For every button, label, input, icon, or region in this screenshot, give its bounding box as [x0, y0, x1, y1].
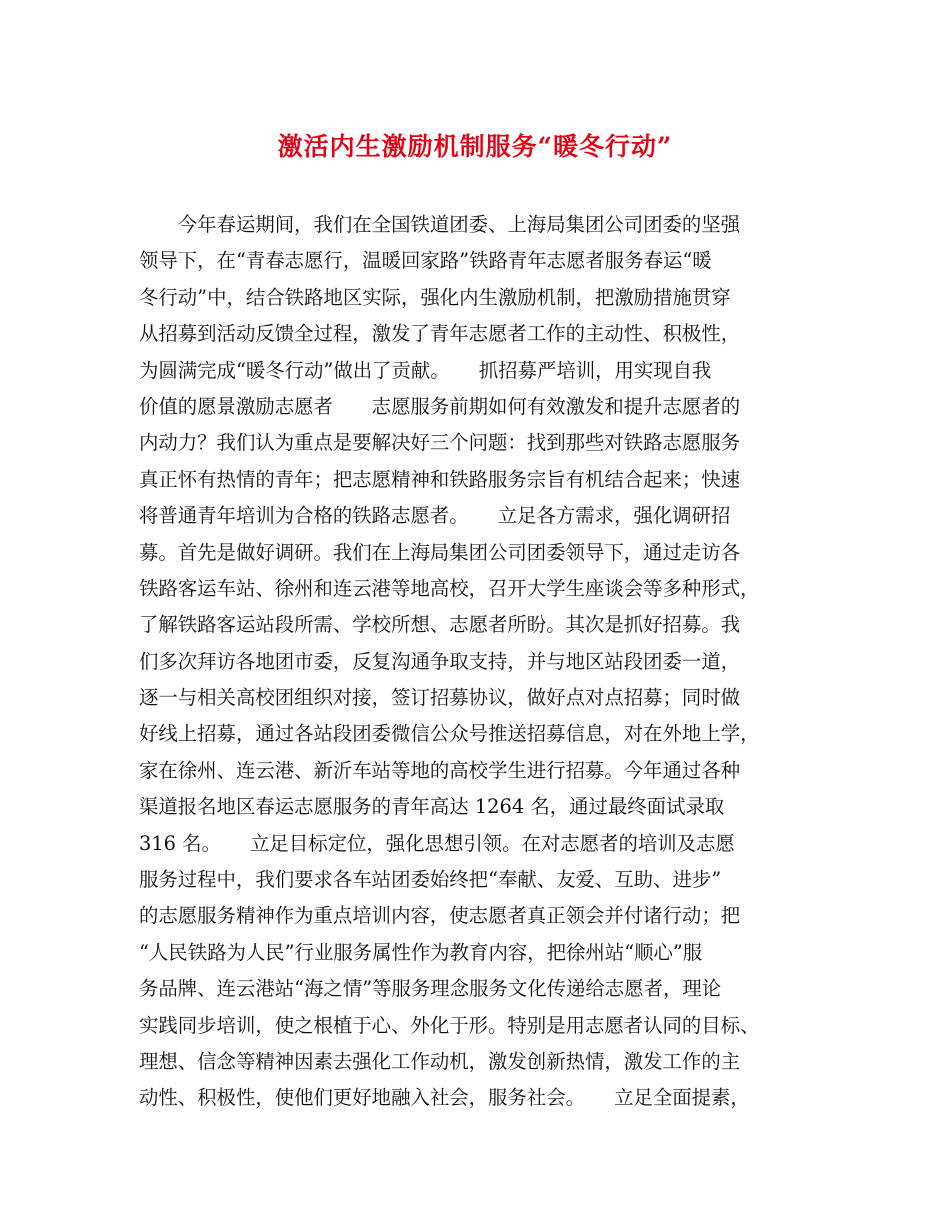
body-line: 冬行动”中，结合铁路地区实际，强化内生激励机制，把激励措施贯穿 [139, 285, 731, 309]
document-body [139, 207, 839, 1117]
body-line: 316 名。 立足目标定位，强化思想引领。在对志愿者的培训及志愿 [139, 831, 735, 855]
body-line: 家在徐州、连云港、新沂车站等地的高校学生进行招募。今年通过各种 [139, 758, 741, 782]
body-line: “人民铁路为人民”行业服务属性作为教育内容，把徐州站“顺心”服 [139, 940, 703, 964]
body-line: 领导下，在“青春志愿行，温暖回家路”铁路青年志愿者服务春运“暖 [139, 249, 712, 273]
body-line: 好线上招募，通过各站段团委微信公众号推送招募信息，对在外地上学， [139, 722, 760, 746]
body-line: 逐一与相关高校团组织对接，签订招募协议，做好点对点招募；同时做 [139, 686, 741, 710]
body-line: 从招募到活动反馈全过程，激发了青年志愿者工作的主动性、积极性， [139, 322, 741, 346]
body-line: 将普通青年培训为合格的铁路志愿者。 立足各方需求，强化调研招 [139, 504, 731, 528]
body-line: 铁路客运车站、徐州和连云港等地高校，召开大学生座谈会等多种形式， [139, 576, 760, 600]
body-line: 今年春运期间，我们在全国铁道团委、上海局集团公司团委的坚强 [139, 213, 741, 236]
body-line: 服务过程中，我们要求各车站团委始终把“奉献、友爱、互助、进步” [139, 868, 722, 892]
body-line: 理想、信念等精神因素去强化工作动机，激发创新热情，激发工作的主 [139, 1049, 741, 1073]
body-line: 务品牌、连云港站“海之情”等服务理念服务文化传递给志愿者，理论 [139, 977, 722, 1001]
body-line: 了解铁路客运站段所需、学校所想、志愿者所盼。其次是抓好招募。我 [139, 613, 741, 637]
body-line: 为圆满完成“暖冬行动”做出了贡献。 抓招募严培训，用实现自我 [139, 358, 712, 382]
body-line: 内动力？我们认为重点是要解决好三个问题：找到那些对铁路志愿服务 [139, 431, 741, 455]
body-line: 价值的愿景激励志愿者 志愿服务前期如何有效激发和提升志愿者的 [139, 394, 741, 418]
body-line: 渠道报名地区春运志愿服务的青年高达 1264 名，通过最终面试录取 [139, 795, 725, 819]
body-line: 实践同步培训，使之根植于心、外化于形。特别是用志愿者认同的目标、 [139, 1013, 760, 1037]
body-line: 们多次拜访各地团市委，反复沟通争取支持，并与地区站段团委一道， [139, 649, 741, 673]
body-line: 动性、积极性，使他们更好地融入社会，服务社会。 立足全面提素， [139, 1086, 750, 1110]
body-line: 的志愿服务精神作为重点培训内容，使志愿者真正领会并付诸行动；把 [139, 904, 741, 928]
body-line: 真正怀有热情的青年；把志愿精神和铁路服务宗旨有机结合起来；快速 [139, 467, 741, 491]
document-title: 激活内生激励机制服务“暖冬行动” [277, 132, 673, 161]
body-line: 募。首先是做好调研。我们在上海局集团公司团委领导下，通过走访各 [139, 540, 741, 564]
